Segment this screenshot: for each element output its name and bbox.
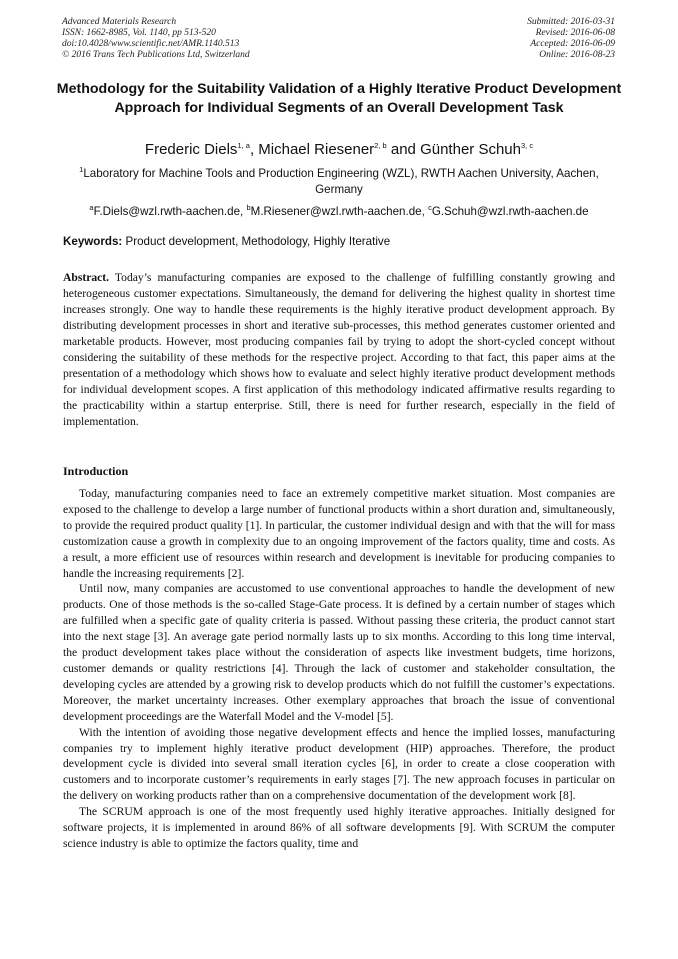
- affiliation-mark: 1: [79, 165, 84, 175]
- publication-dates: [527, 17, 615, 61]
- email-mark: c: [428, 203, 432, 213]
- journal-name: Advanced Materials Research: [62, 17, 177, 27]
- author-separator: and: [386, 141, 421, 158]
- email-separator: ,: [421, 205, 429, 218]
- abstract-text: Today’s manufacturing companies are exposed to the challenge of fulfilling constantly growing and heterogeneous customer expectations. Simultaneously, the demand for delivering the highest quality in shortest time increases strongly. One way to handle these requirements is the highly iterative product development approach. By distributing development processes in short and iterative sub-processes, this method generates customer oriented and marketable products. However, most producing companies fail by trying to adopt the short-cycled concept without considering the suitability of these methods for the respective project. According to that fact, this paper aims at the presentation of a methodology which shows how to evaluate and select highly iterative product development methods for individual development scopes. A first application of this methodology indicated affirmative results regarding to the practicability within a startup enterprise. Still, there is need for further research, especially in the field of implementation.: [63, 271, 615, 428]
- keywords-label: Keywords:: [63, 235, 123, 248]
- author-name: Günther Schuh: [420, 141, 521, 158]
- online-date: Online: 2016-08-23: [539, 50, 615, 60]
- issn-line: ISSN: 1662-8985, Vol. 1140, pp 513-520: [62, 28, 216, 38]
- introduction-body: [63, 486, 615, 852]
- author-list: [30, 141, 648, 159]
- keywords: [63, 234, 390, 250]
- author-emails: [30, 204, 648, 220]
- submitted-date: Submitted: 2016-03-31: [527, 17, 615, 27]
- author-affiliation-mark: 1, a: [237, 141, 250, 150]
- paper-title: Methodology for the Suitability Validation of a Highly Iterative Product Development Approach for Individual Segments of an Overall Development Task: [56, 81, 622, 116]
- paragraph: With the intention of avoiding those negative development effects and hence the implied losses, manufacturing companies try to implement highly iterative product development (HIP) approaches. Therefore, the product development cycle is divided into several small iteration cycles [6], in order to create a close cooperation with customers and to incorporate customer’s requirements in early stages [7]. The new approach focuses in particular on the delivery on working products rather than on a comprehensive documentation of the development work [8].: [63, 725, 615, 803]
- paragraph: Today, manufacturing companies need to face an extremely competitive market situation. Most companies are exposed to the challenge to develop a large number of functional products within a short duration and, simultaneously, to provide the required product quality [1]. In particular, the customer individual design and with that the will for mass customization cause a growth in complexity due to an ongoing improvement of the factors quality, time and costs. As a result, a more efficient use of resources within research and development is inevitable for producing companies to handle the increasing requirements [2].: [63, 487, 615, 580]
- doi-line: doi:10.4028/www.scientific.net/AMR.1140.513: [62, 39, 240, 49]
- author-name: Michael Riesener: [258, 141, 375, 158]
- email-address[interactable]: G.Schuh@wzl.rwth-aachen.de: [431, 205, 589, 218]
- abstract: [63, 270, 615, 430]
- author-affiliation-mark: 2, b: [374, 141, 387, 150]
- author-separator: ,: [249, 141, 259, 158]
- author-affiliation-mark: 3, c: [520, 141, 534, 150]
- affiliation-text: Laboratory for Machine Tools and Production Engineering (WZL), RWTH Aachen University, Aachen, Germany: [83, 167, 599, 196]
- abstract-label: Abstract.: [63, 271, 110, 284]
- affiliation: [60, 166, 618, 198]
- email-address[interactable]: F.Diels@wzl.rwth-aachen.de: [93, 205, 241, 218]
- email-address[interactable]: M.Riesener@wzl.rwth-aachen.de: [250, 205, 422, 218]
- revised-date: Revised: 2016-06-08: [535, 28, 615, 38]
- section-heading: Introduction: [63, 464, 129, 478]
- journal-info: [62, 17, 250, 61]
- author-name: Frederic Diels: [144, 141, 238, 158]
- email-separator: ,: [240, 205, 247, 218]
- copyright-line: © 2016 Trans Tech Publications Ltd, Switzerland: [62, 50, 250, 60]
- accepted-date: Accepted: 2016-06-09: [530, 39, 615, 49]
- email-mark: a: [89, 203, 94, 213]
- email-mark: b: [246, 203, 251, 213]
- paragraph: Until now, many companies are accustomed to use conventional approaches to handle the development of new products. One of those methods is the so-called Stage-Gate process. It is defined by a certain number of stages which are fulfilled when a specific gate of quality criteria is passed. Without passing these criteria, the product cannot start into the next stage [3]. An average gate period normally lasts up to six months. According to this long time interval, the product development takes place without the consideration of aspects like investment budgets, time horizons, customer demands or quality restrictions [4]. Through the lack of customer and stakeholder consultation, the developing cycles are attended by a growing risk to develop products which do not fulfill the customer’s expectations. Moreover, the market uncertainty increases. Other exemplary approaches that broach the issue of conventional development proceedings are the Waterfall Model and the V-model [5].: [63, 582, 615, 723]
- paragraph: The SCRUM approach is one of the most frequently used highly iterative approaches. Initially designed for software projects, it is implemented in around 86% of all software developments [9]. With SCRUM the computer science industry is able to optimize the factors quality, time and: [63, 805, 615, 850]
- keywords-text: Product development, Methodology, Highly Iterative: [122, 235, 391, 248]
